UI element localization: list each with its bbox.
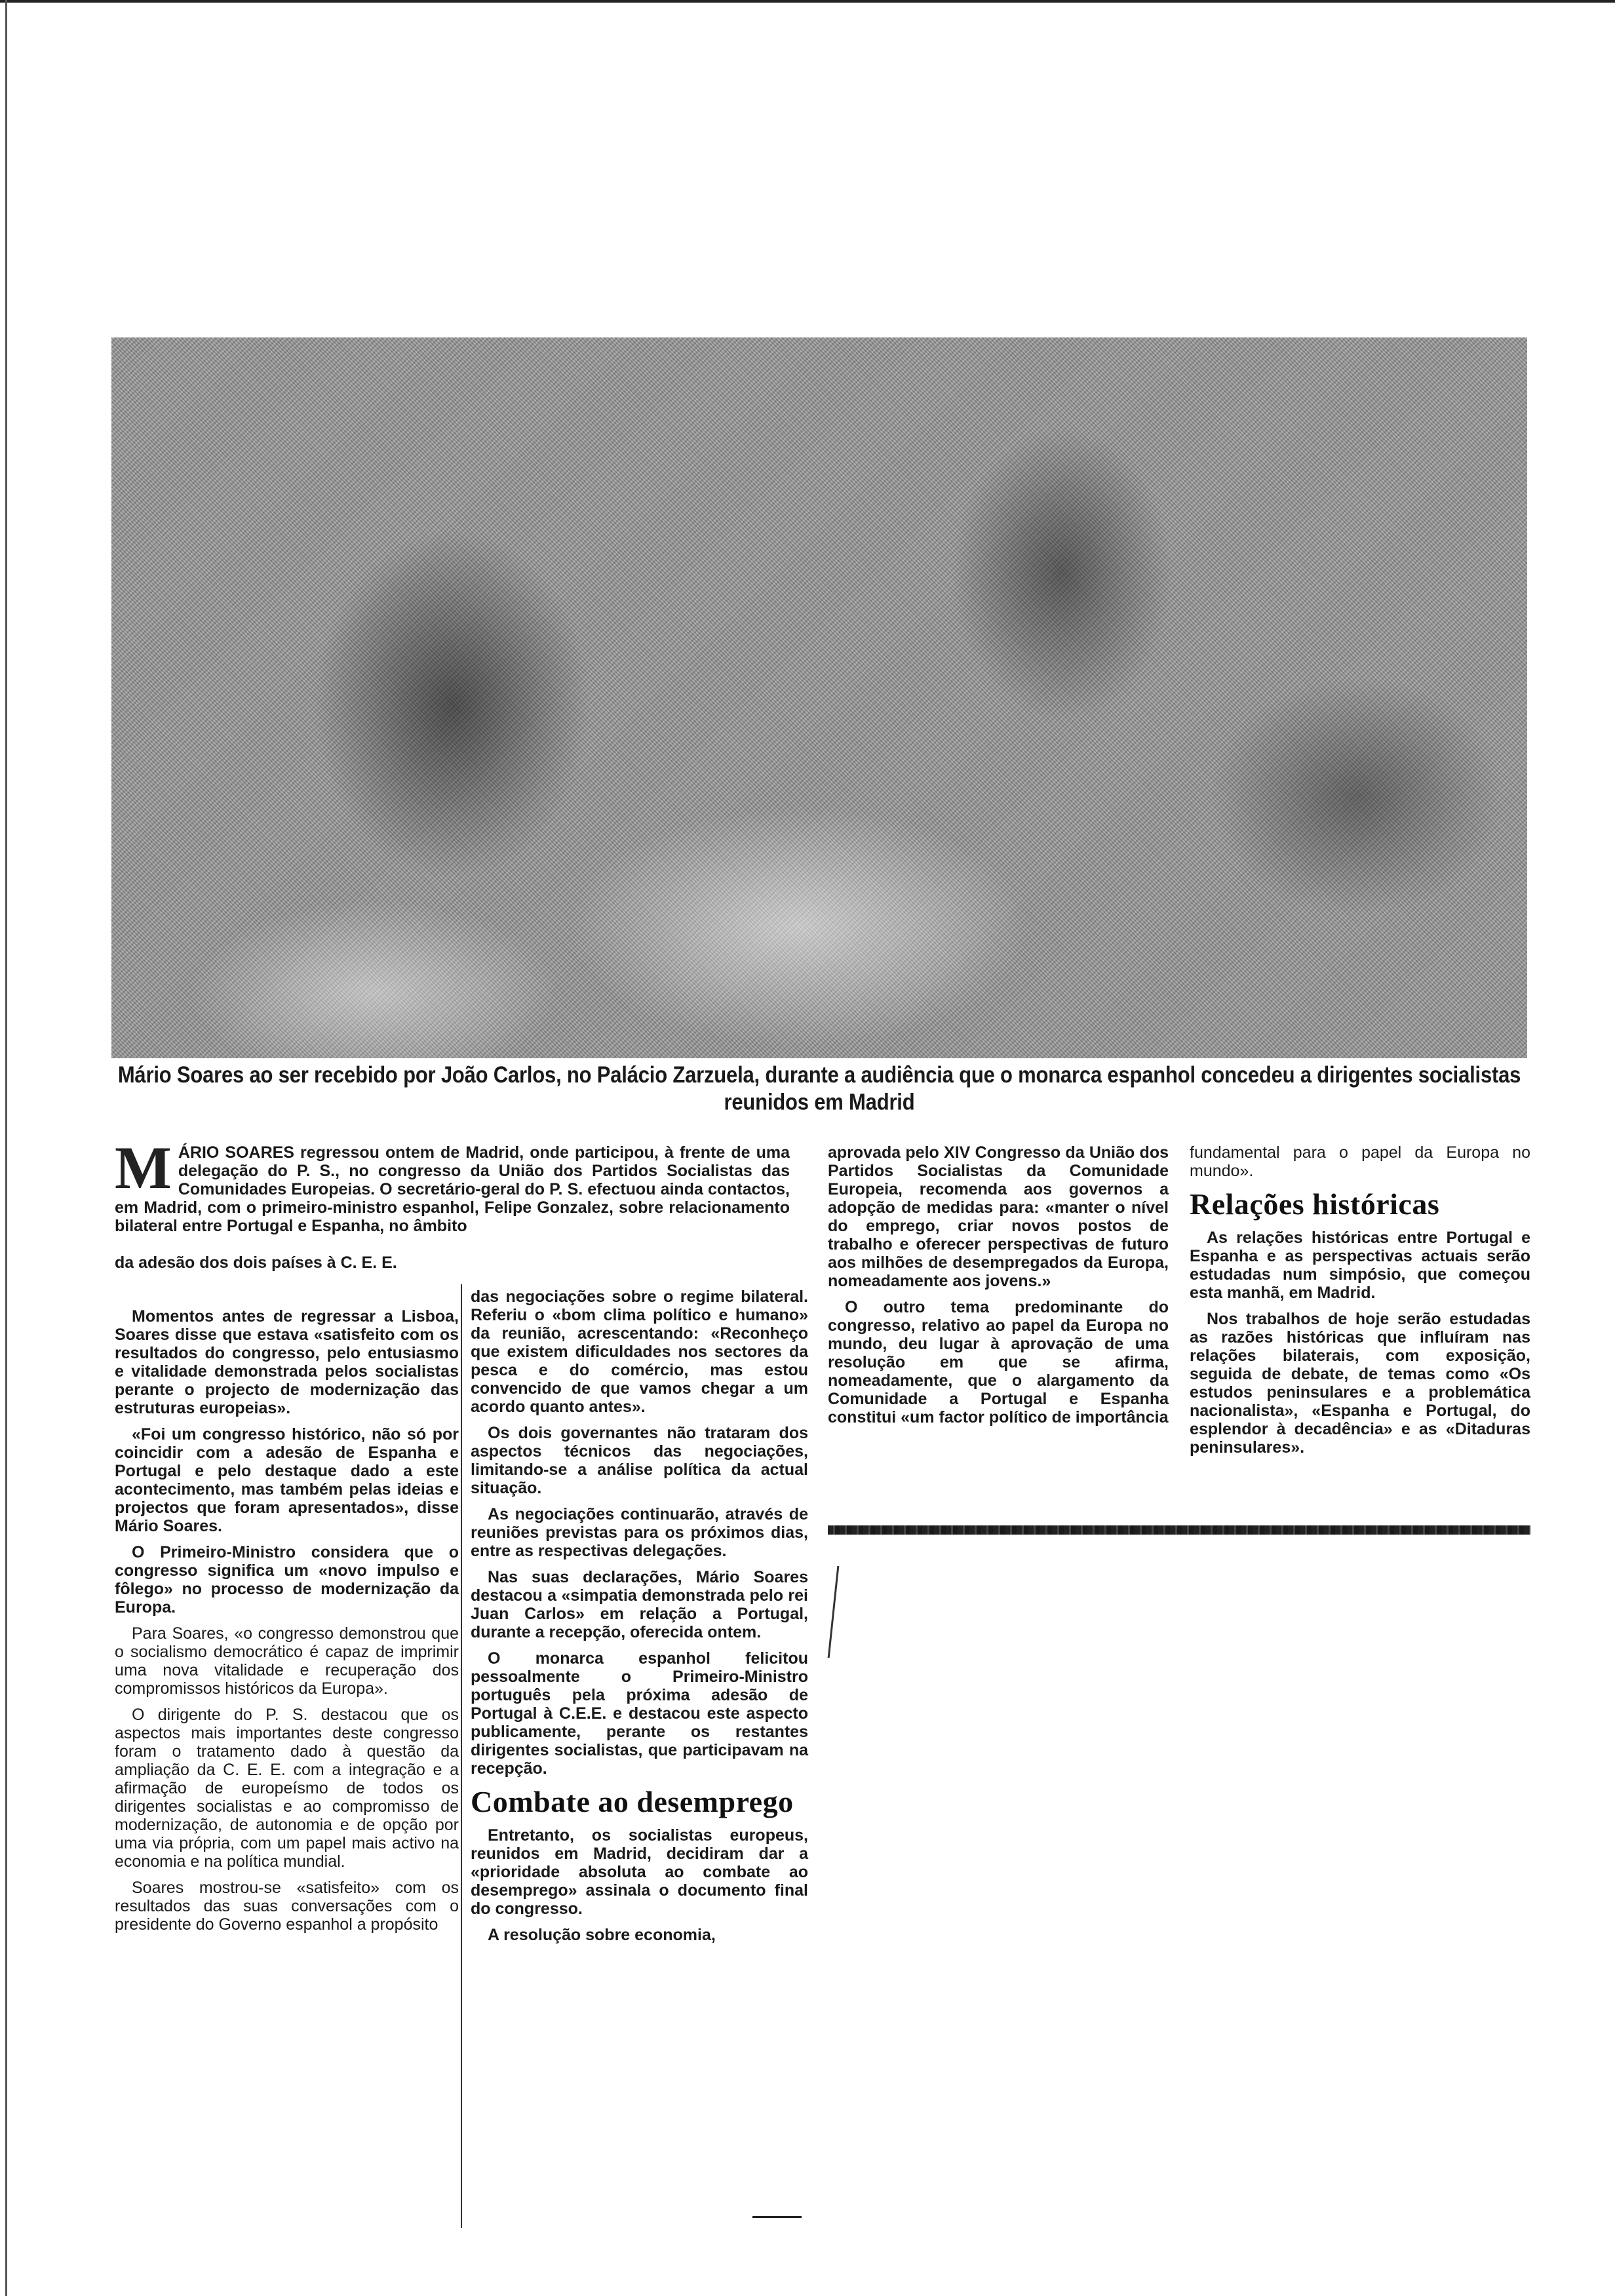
paragraph: A resolução sobre economia, (488, 1926, 716, 1944)
paragraph: As relações históricas entre Portugal e Espanha e as perspectivas actuais serão estudadas num simpósio, que começou esta manhã, em Madrid. (1190, 1229, 1530, 1302)
column-2 (471, 1288, 808, 1952)
paragraph: Soares mostrou-se «satisfeito» com os resultados das suas conversações com o presidente do Governo espanhol a propósito (115, 1879, 459, 1934)
paragraph: As negociações continuarão, através de reuniões previstas para os próximos dias, entre as respectivas delegações. (471, 1505, 808, 1560)
heading-relacoes-historicas: Relações históricas (1190, 1187, 1440, 1221)
column-divider (461, 1284, 462, 2228)
photo-caption: Mário Soares ao ser recebido por João Carlos, no Palácio Zarzuela, durante a audiência que o monarca espanhol concedeu a dirigentes socialistas reunidos em Madrid (117, 1062, 1521, 1115)
paragraph: O monarca espanhol felicitou pessoalmente o Primeiro-Ministro português pela próxima adesão de Portugal à C.E.E. e destacou este aspecto publicamente, perante os restantes dirigentes socialistas, que participavam na recepção. (471, 1649, 808, 1778)
page-left-edge (5, 0, 7, 2296)
paragraph: Nas suas declarações, Mário Soares destacou a «simpatia demonstrada pelo rei Juan Carlos» em relação a Portugal, durante a recepção, oferecida ontem. (471, 1568, 808, 1641)
paragraph: Os dois governantes não trataram dos aspectos técnicos das negociações, limitando-se a análise política da actual situação. (471, 1424, 808, 1497)
stray-mark (828, 1566, 840, 1658)
paragraph: fundamental para o papel da Europa no mundo». (1190, 1143, 1530, 1180)
paragraph: Entretanto, os socialistas europeus, reunidos em Madrid, decidiram dar a «prioridade absoluta ao combate ao desemprego» assinala o documento final do congresso. (471, 1826, 808, 1918)
lead-continuation: da adesão dos dois países à C. E. E. (115, 1253, 397, 1272)
page-top-edge (0, 0, 1615, 3)
paragraph: Momentos antes de regressar a Lisboa, Soares disse que estava «satisfeito com os resultados do congresso, pelo entusiasmo e vitalidade demonstrada pelos socialistas perante o projecto de modernização das estruturas europeias». (115, 1307, 459, 1417)
paragraph: Nos trabalhos de hoje serão estudadas as razões históricas que influíram nas relações bilaterais, com exposição, seguida de debate, de temas como «Os estudos peninsulares e a problemática nacionalista», «Espanha e Portugal, do esplendor à decadência» e as «Ditaduras peninsulares». (1190, 1310, 1530, 1457)
paragraph: Para Soares, «o congresso demonstrou que o socialismo democrático é capaz de imprimir uma nova vitalidade e recuperação dos compromissos históricos da Europa». (115, 1624, 459, 1698)
column-3 (828, 1143, 1169, 1434)
paragraph: O outro tema predominante do congresso, relativo ao papel da Europa no mundo, deu lugar à aprovação de uma resolução em que se afirma, nomeadamente, que o alargamento da Comunidade a Portugal e Espanha constitui «um factor político de importância (828, 1298, 1169, 1426)
article-photo (111, 337, 1527, 1058)
column-4 (1190, 1143, 1530, 1464)
paragraph: aprovada pelo XIV Congresso da União dos Partidos Socialistas da Comunidade Europeia, recomenda aos governos a adopção de medidas para: «manter o nível do emprego, criar novos postos de trabalho e oferecer perspectivas de futuro aos milhões de desempregados da Europa, nomeadamente aos jovens.» (828, 1143, 1169, 1290)
lead-text: ÁRIO SOARES regressou ontem de Madrid, onde participou, à frente de uma delegação do P. S., no congresso da União dos Partidos Socialistas das Comunidades Europeias. O secretário-geral do P. S. efectuou ainda contactos, em Madrid, com o primeiro-ministro espanhol, Felipe Gonzalez, sobre relacionamento bilateral entre Portugal e Espanha, no âmbito (115, 1143, 790, 1235)
paragraph: O dirigente do P. S. destacou que os aspectos mais importantes deste congresso foram o tratamento dado à questão da ampliação da C. E. E. com a integração e a afirmação de europeísmo de todos os dirigentes socialistas e ao compromisso de modernização, de autonomia e de opção por uma via própria, com um papel mais activo na economia e na política mundial. (115, 1706, 459, 1871)
paragraph: das negociações sobre o regime bilateral. Referiu o «bom clima político e humano» da reunião, acrescentando: «Reconheço que existem dificuldades nos sectores da pesca e do comércio, mas estou convencido de que vamos chegar a um acordo quanto antes». (471, 1288, 808, 1416)
end-rule (752, 2216, 802, 2218)
article-lead (115, 1134, 790, 1235)
paragraph: O Primeiro-Ministro considera que o congresso significa um «novo impulso e fôlego» no processo de modernização da Europa. (115, 1543, 459, 1617)
drop-cap: M (115, 1134, 172, 1201)
heading-combate-desemprego: Combate ao desemprego (471, 1785, 794, 1818)
column-1 (115, 1307, 459, 1942)
paragraph: «Foi um congresso histórico, não só por coincidir com a adesão de Espanha e Portugal e pelo destaque dado a este acontecimento, mas também pelas ideias e projectos que foram apresentados», disse Mário Soares. (115, 1425, 459, 1535)
section-rule (828, 1525, 1530, 1535)
